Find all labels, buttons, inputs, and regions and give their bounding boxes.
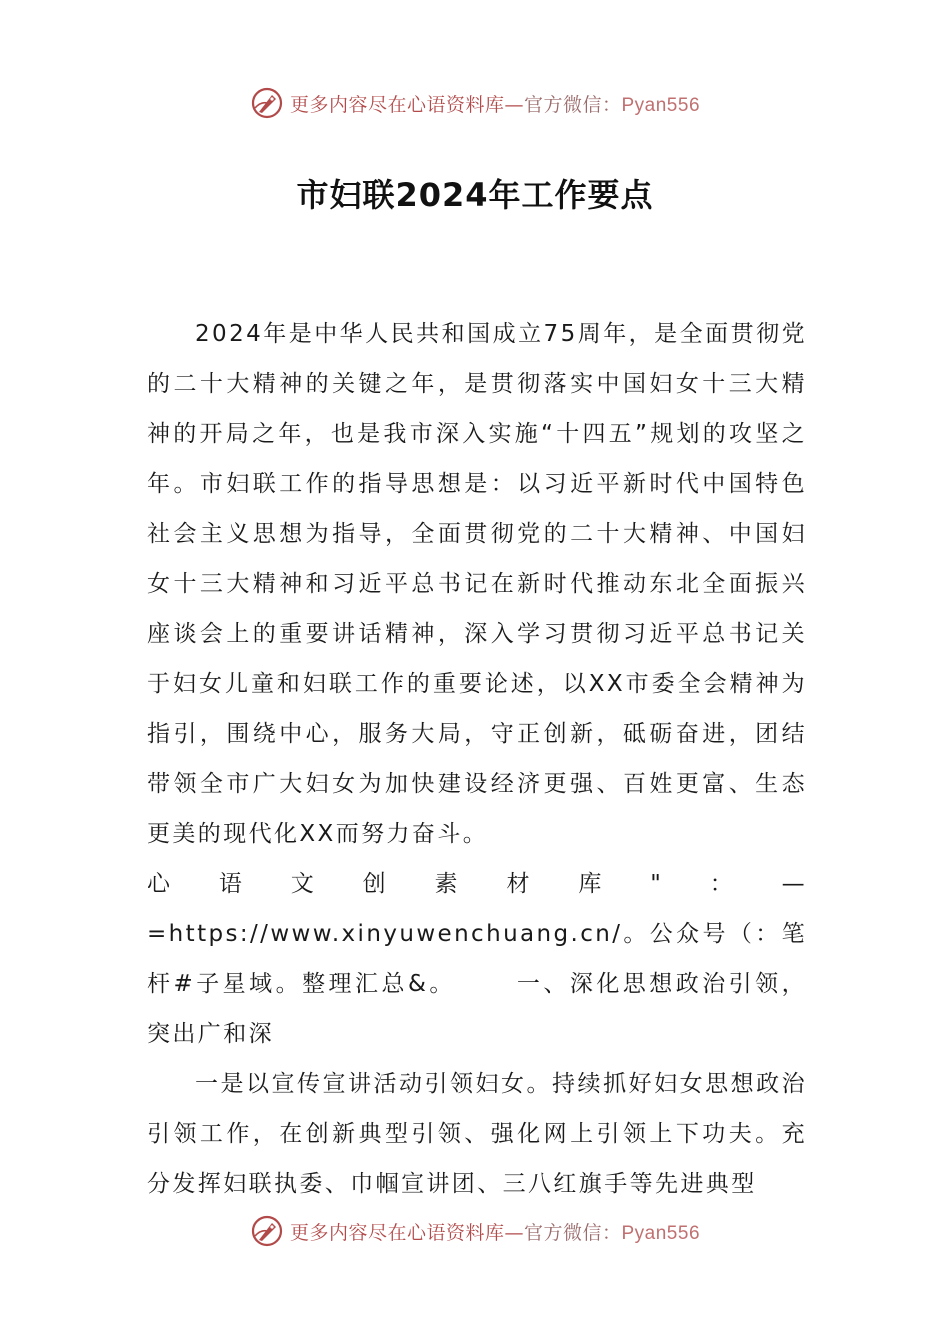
banner-main-text: 更多内容尽在心语资料库 xyxy=(289,1221,505,1244)
watermark-line: 心语文创素材库"：—=https://www.xinyuwenchuang.cn/。公众号（：笔杆#子星域。整理汇总&。 xyxy=(147,871,807,997)
footer-banner xyxy=(0,1211,950,1251)
paragraph-2: 一是以宣传宣讲活动引领妇女。持续抓好妇女思想政治引领工作，在创新典型引领、强化网上引领上下功夫。充分发挥妇联执委、巾帼宣讲团、三八红旗手等先进典型 xyxy=(147,1071,807,1197)
banner-wechat-id: Pyan556 xyxy=(621,1222,701,1244)
banner-wechat-id: Pyan556 xyxy=(621,94,701,116)
header-banner xyxy=(0,83,950,123)
intro-paragraph: 2024年是中华人民共和国成立75周年，是全面贯彻党的二十大精神的关键之年，是贯彻落实中国妇女十三大精神的开局之年，也是我市深入实施“十四五”规划的攻坚之年。市妇联工作的指导思想是：以习近平新时代中国特色社会主义思想为指导，全面贯彻党的二十大精神、中国妇女十三大精神和习近平总书记在新时代推动东北全面振兴座谈会上的重要讲话精神，深入学习贯彻习近平总书记关于妇女儿童和妇联工作的重要论述，以XX市委全会精神为指引，围绕中心，服务大局，守正创新，砥砺奋进，团结带领全市广大妇女为加快建设经济更强、百姓更富、生态更美的现代化XX而努力奋斗。 xyxy=(147,321,807,847)
pen-nib-logo-icon xyxy=(250,86,284,120)
banner-official-label: 官方微信： xyxy=(523,93,622,116)
section-heading: 一、深化思想政治引领，突出广和深 xyxy=(147,971,807,1047)
document-body xyxy=(147,309,807,1209)
banner-separator: — xyxy=(504,93,524,116)
banner-text xyxy=(290,90,700,117)
document-title: 市妇联2024年工作要点 xyxy=(296,176,654,214)
banner-text xyxy=(290,1218,700,1245)
pen-nib-logo-icon xyxy=(250,1214,284,1248)
banner-main-text: 更多内容尽在心语资料库 xyxy=(289,93,505,116)
banner-official-label: 官方微信： xyxy=(523,1221,622,1244)
mixed-paragraph xyxy=(147,859,807,1059)
banner-separator: — xyxy=(504,1221,524,1244)
